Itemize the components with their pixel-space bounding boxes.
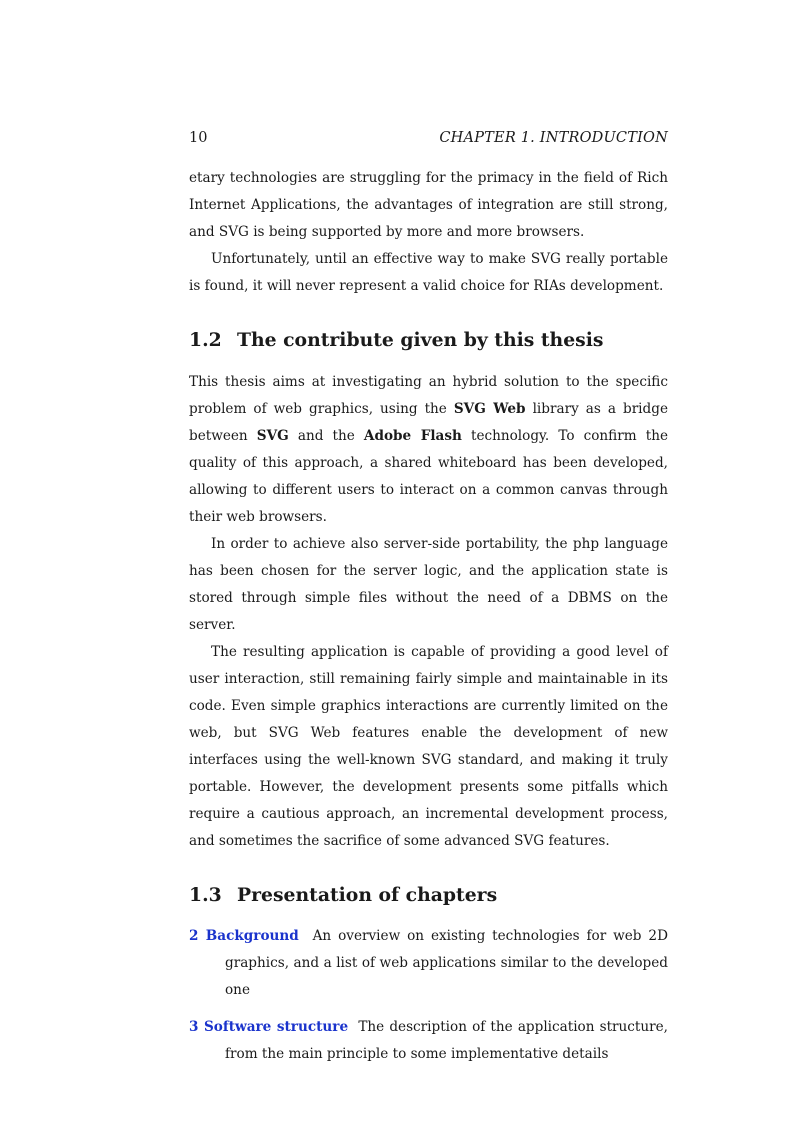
section-1-2-paragraph-3: The resulting application is capable of providing a good level of user interaction, still remaining fairly simple and maintainable in its code. Even simple graphics interactions are currently limited on the web, but SVG Web features enable the development of new interfaces using the well-known SVG standard, and making it truly portable. However, the development presents some pitfalls which require a cautious approach, an incremental development process, and sometimes the sacrifice of some advanced SVG features. [189, 644, 668, 849]
section-title: The contribute given by this thesis [237, 329, 604, 351]
chapter-title: CHAPTER 1. INTRODUCTION [439, 130, 668, 146]
section-1-2-paragraph-2: In order to achieve also server-side portability, the php language has been chosen for the server logic, and the application state is stored through simple files without the need of a DBMS on the server. [189, 536, 668, 633]
section-heading-1-3 [189, 882, 668, 909]
chapter-description: An overview on existing technologies for web 2D graphics, and a list of web applications similar to the developed one [225, 928, 668, 998]
section-heading-1-2 [189, 327, 668, 354]
chapter-link-software-structure[interactable]: 3 Software structure [189, 1019, 349, 1035]
intro-paragraph-1: etary technologies are struggling for the primacy in the field of Rich Internet Applications, the advantages of integration are still strong, and SVG is being supported by more and more browsers. [189, 170, 668, 240]
bold-term-svg-web: SVG Web [453, 401, 526, 417]
page-body [189, 165, 668, 1078]
running-header [189, 127, 668, 149]
chapter-description: The description of the application structure, from the main principle to some implementative details [225, 1019, 668, 1062]
text-run: and the [288, 428, 364, 444]
chapter-entry [189, 1014, 668, 1068]
text-run: This thesis aims at investigating an hybrid solution to the specific problem of web graphics, using the [189, 374, 668, 417]
section-number: 1.2 [189, 329, 222, 351]
section-title: Presentation of chapters [237, 884, 498, 906]
section-1-2-paragraph-1 [189, 369, 668, 531]
page-number: 10 [189, 130, 208, 146]
text-run: technology. To confirm the quality of this approach, a shared whiteboard has been developed, allowing to different users to interact on a common canvas through their web browsers. [189, 428, 668, 525]
bold-term-adobe-flash: Adobe Flash [363, 428, 462, 444]
chapter-entry [189, 923, 668, 1004]
bold-term-svg: SVG [256, 428, 289, 444]
section-number: 1.3 [189, 884, 222, 906]
chapter-link-background[interactable]: 2 Background [189, 928, 299, 944]
text-run: library as a bridge between [189, 401, 668, 444]
intro-paragraph-2: Unfortunately, until an effective way to make SVG really portable is found, it will never represent a valid choice for RIAs development. [189, 251, 668, 294]
